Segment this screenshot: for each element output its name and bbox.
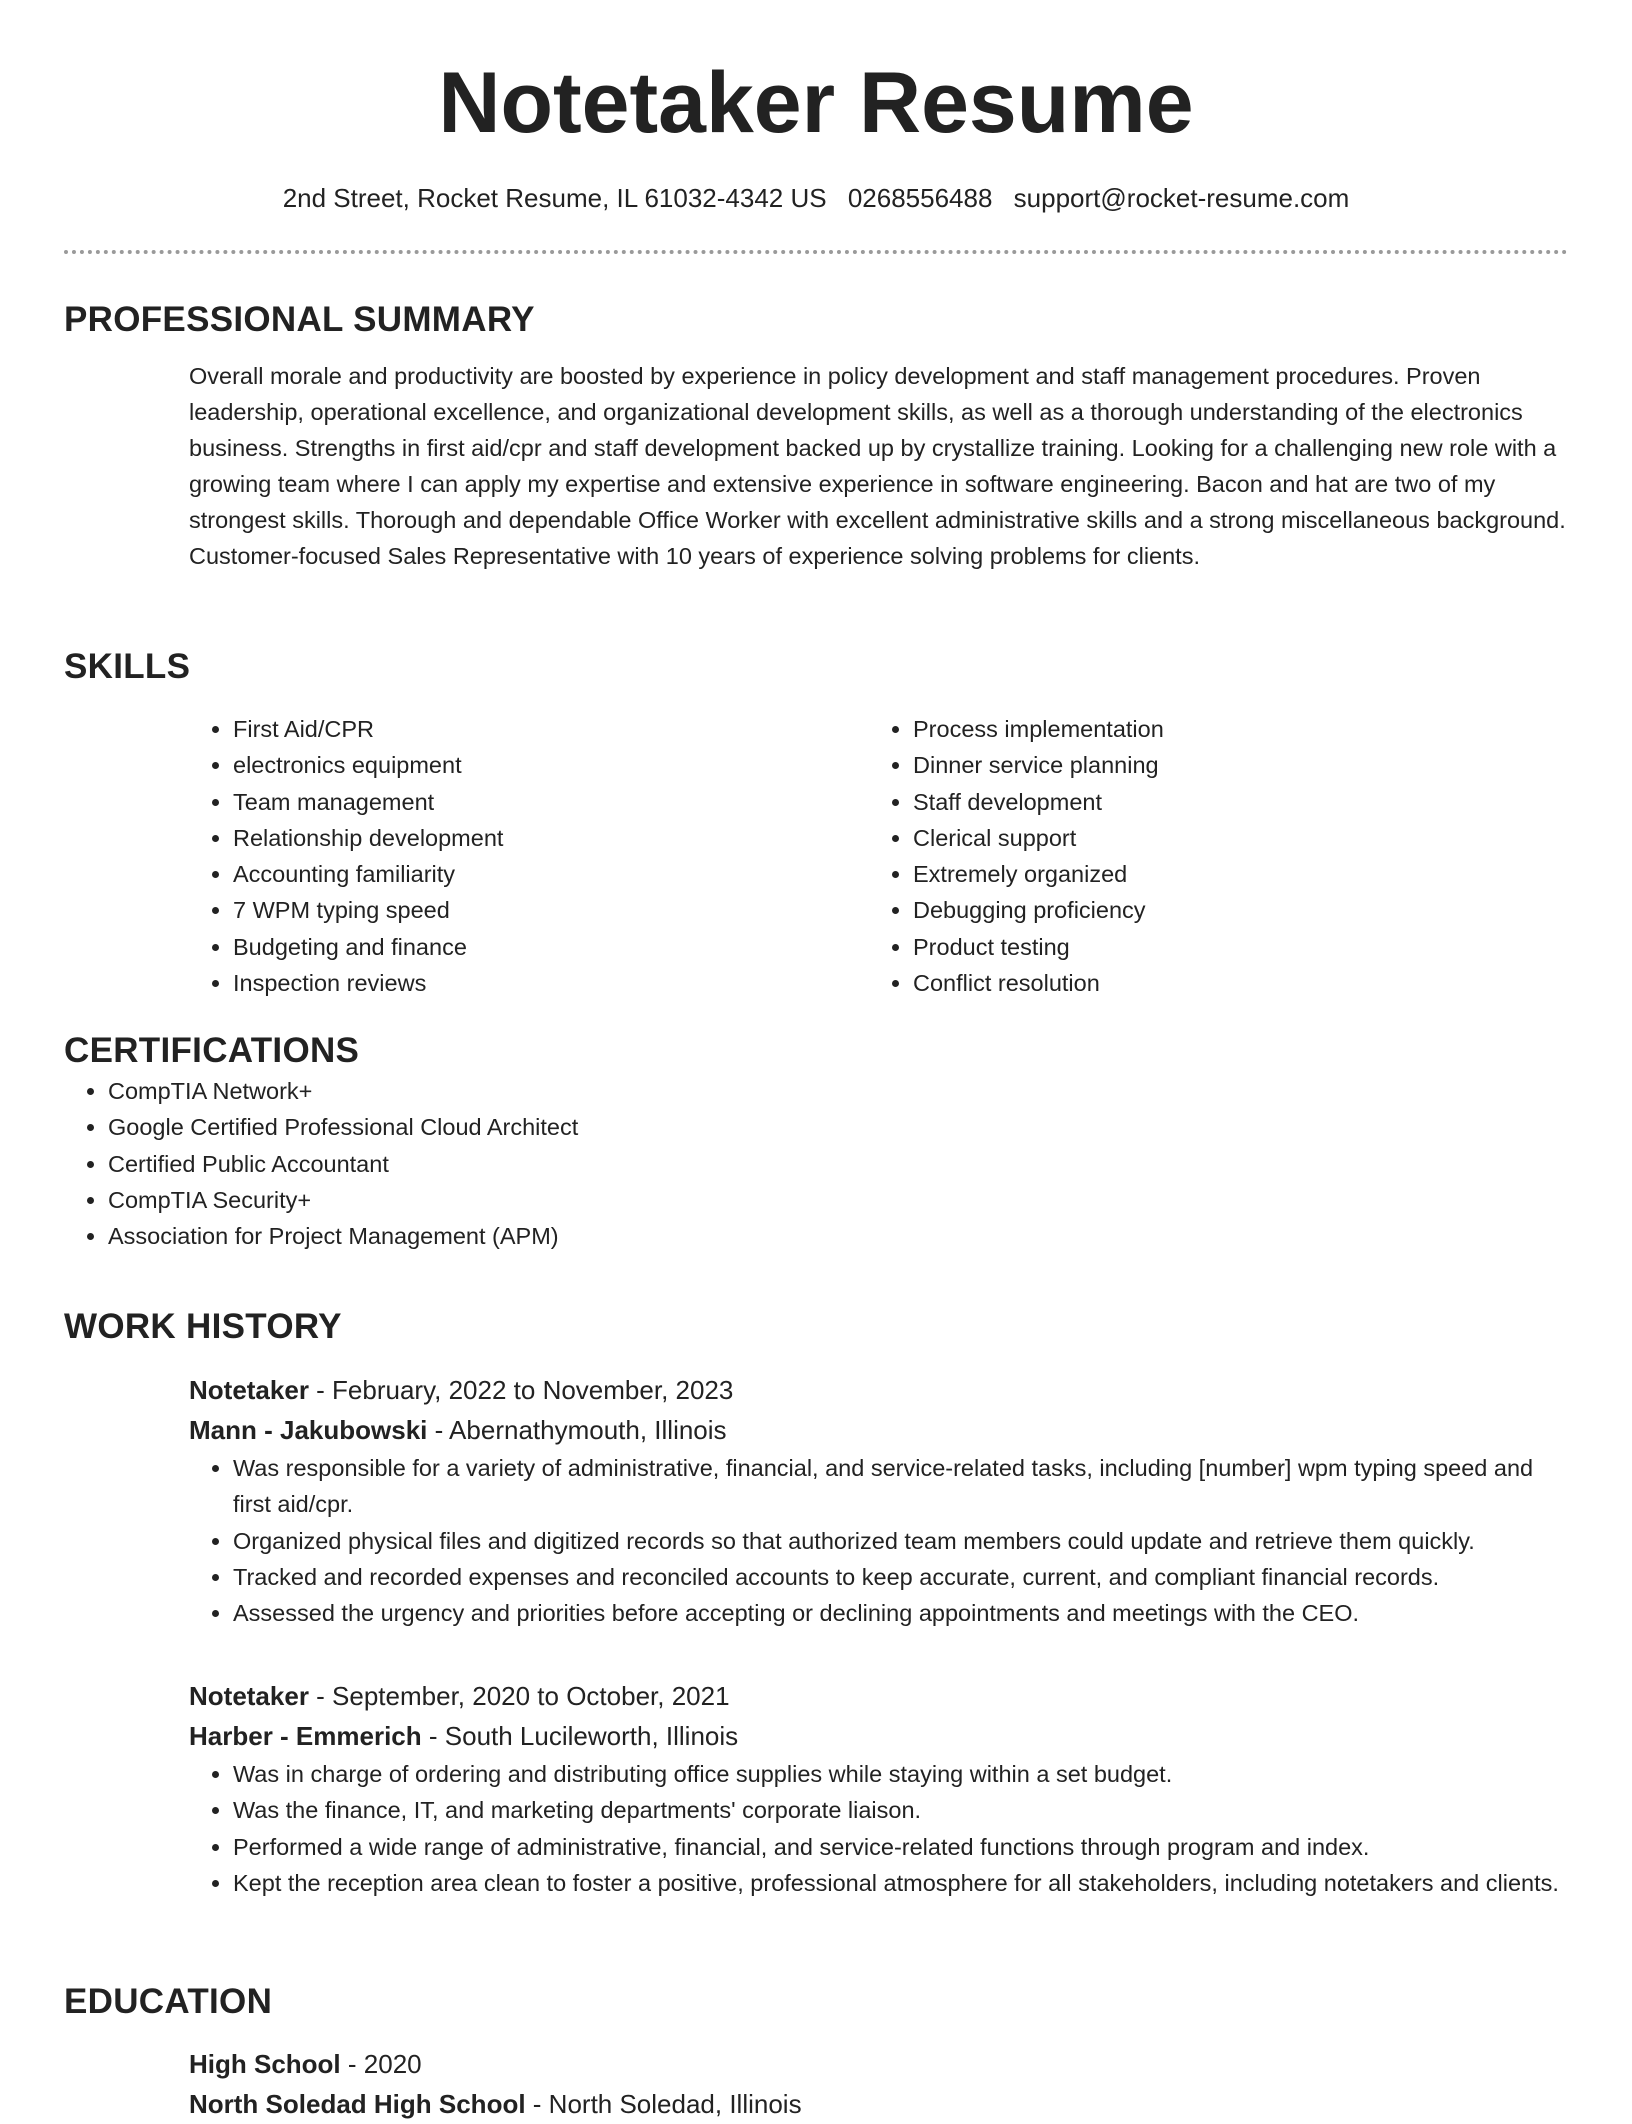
job-title-line bbox=[189, 1676, 1568, 1716]
header-divider bbox=[64, 250, 1568, 254]
section-title-skills: SKILLS bbox=[64, 647, 191, 686]
job-company: Mann - Jakubowski bbox=[189, 1415, 428, 1445]
summary-text: Overall morale and productivity are boosted by experience in policy development and staff management procedures. Proven leadership, operational excellence, and organizational development skills, as well as a thorough understanding of the electronics business. Strengths in first aid/cpr and staff development backed up by crystallize training. Looking for a challenging new role with a growing team where I can apply my expertise and extensive experience in software engineering. Bacon and hat are two of my strongest skills. Thorough and dependable Office Worker with excellent administrative skills and a strong miscellaneous background. Customer-focused Sales Representative with 10 years of experience solving problems for clients. bbox=[189, 363, 1566, 569]
skill-item: • Inspection reviews bbox=[233, 965, 849, 1001]
section-certifications bbox=[64, 1029, 1568, 1254]
certification-item: • CompTIA Network+ bbox=[108, 1073, 1568, 1109]
job-dates: - September, 2020 to October, 2021 bbox=[308, 1681, 730, 1711]
skill-item: • Process implementation bbox=[913, 711, 1529, 747]
job-company: Harber - Emmerich bbox=[189, 1721, 422, 1751]
job-bullets bbox=[189, 1756, 1568, 1901]
job-dates: - February, 2022 to November, 2023 bbox=[308, 1375, 734, 1405]
section-skills bbox=[64, 645, 1568, 1011]
certification-item: • CompTIA Security+ bbox=[108, 1182, 1568, 1218]
section-education bbox=[64, 1980, 1568, 2124]
skill-item: • First Aid/CPR bbox=[233, 711, 849, 747]
certification-item: • Association for Project Management (APM) bbox=[108, 1218, 1568, 1254]
skill-item: • Team management bbox=[233, 784, 849, 820]
job-location: - South Lucileworth, Illinois bbox=[421, 1721, 739, 1751]
resume-name: Notetaker Resume bbox=[438, 55, 1194, 151]
certifications-list bbox=[64, 1073, 1568, 1254]
education-location: - North Soledad, Illinois bbox=[525, 2089, 802, 2119]
job-location: - Abernathymouth, Illinois bbox=[427, 1415, 727, 1445]
section-title-education: EDUCATION bbox=[64, 1982, 273, 2021]
education-year: - 2020 bbox=[340, 2049, 422, 2079]
job-bullet: • Organized physical files and digitized records so that authorized team members could update and retrieve them quickly. bbox=[233, 1523, 1568, 1559]
skill-item: • Dinner service planning bbox=[913, 747, 1529, 783]
skill-item: • Product testing bbox=[913, 929, 1529, 965]
skills-column-left bbox=[189, 711, 849, 1001]
skill-item: • Debugging proficiency bbox=[913, 892, 1529, 928]
skill-item: • Extremely organized bbox=[913, 856, 1529, 892]
certification-item: • Certified Public Accountant bbox=[108, 1146, 1568, 1182]
education-school-line bbox=[189, 2084, 1568, 2124]
job-bullet: • Was in charge of ordering and distributing office supplies while staying within a set budget. bbox=[233, 1756, 1568, 1792]
job-bullet: • Was the finance, IT, and marketing departments' corporate liaison. bbox=[233, 1792, 1568, 1828]
section-professional-summary bbox=[64, 298, 1568, 574]
contact-line bbox=[0, 180, 1632, 216]
skill-item: • Conflict resolution bbox=[913, 965, 1529, 1001]
skill-item: • electronics equipment bbox=[233, 747, 849, 783]
job-title-line bbox=[189, 1370, 1568, 1410]
contact-email: support@rocket-resume.com bbox=[1013, 183, 1350, 213]
job-bullet: • Assessed the urgency and priorities before accepting or declining appointments and meetings with the CEO. bbox=[233, 1595, 1568, 1631]
skill-item: • Accounting familiarity bbox=[233, 856, 849, 892]
education-degree-line bbox=[189, 2044, 1568, 2084]
section-title-certifications: CERTIFICATIONS bbox=[64, 1031, 360, 1070]
job-header bbox=[189, 1676, 1568, 1756]
skill-item: • 7 WPM typing speed bbox=[233, 892, 849, 928]
job-bullet: • Tracked and recorded expenses and reconciled accounts to keep accurate, current, and compliant financial records. bbox=[233, 1559, 1568, 1595]
skills-columns bbox=[189, 711, 1568, 1011]
job-role: Notetaker bbox=[189, 1681, 309, 1711]
job-header bbox=[189, 1370, 1568, 1450]
skills-list-left bbox=[189, 711, 849, 1001]
section-title-summary: PROFESSIONAL SUMMARY bbox=[64, 300, 535, 339]
job-bullet: • Performed a wide range of administrative, financial, and service-related functions through program and index. bbox=[233, 1829, 1568, 1865]
skill-item: • Relationship development bbox=[233, 820, 849, 856]
skills-list-right bbox=[869, 711, 1529, 1001]
certification-item: • Google Certified Professional Cloud Architect bbox=[108, 1109, 1568, 1145]
job-role: Notetaker bbox=[189, 1375, 309, 1405]
job-bullet: • Kept the reception area clean to foster a positive, professional atmosphere for all stakeholders, including notetakers and clients. bbox=[233, 1865, 1568, 1901]
education-degree: High School bbox=[189, 2049, 341, 2079]
job-entry bbox=[64, 1676, 1568, 1901]
section-title-work-history: WORK HISTORY bbox=[64, 1307, 342, 1346]
skills-column-right bbox=[869, 711, 1529, 1001]
job-entry bbox=[64, 1370, 1568, 1631]
contact-phone: 0268556488 bbox=[847, 183, 993, 213]
education-school: North Soledad High School bbox=[189, 2089, 526, 2119]
job-company-line bbox=[189, 1716, 1568, 1756]
job-bullets bbox=[189, 1450, 1568, 1631]
skill-item: • Clerical support bbox=[913, 820, 1529, 856]
job-company-line bbox=[189, 1410, 1568, 1450]
education-entry bbox=[189, 2044, 1568, 2124]
job-bullet: • Was responsible for a variety of administrative, financial, and service-related tasks, including [number] wpm typing speed and first aid/cpr. bbox=[233, 1450, 1568, 1523]
section-work-history bbox=[64, 1305, 1568, 1349]
skill-item: • Staff development bbox=[913, 784, 1529, 820]
contact-address: 2nd Street, Rocket Resume, IL 61032-4342 US bbox=[282, 183, 827, 213]
skill-item: • Budgeting and finance bbox=[233, 929, 849, 965]
